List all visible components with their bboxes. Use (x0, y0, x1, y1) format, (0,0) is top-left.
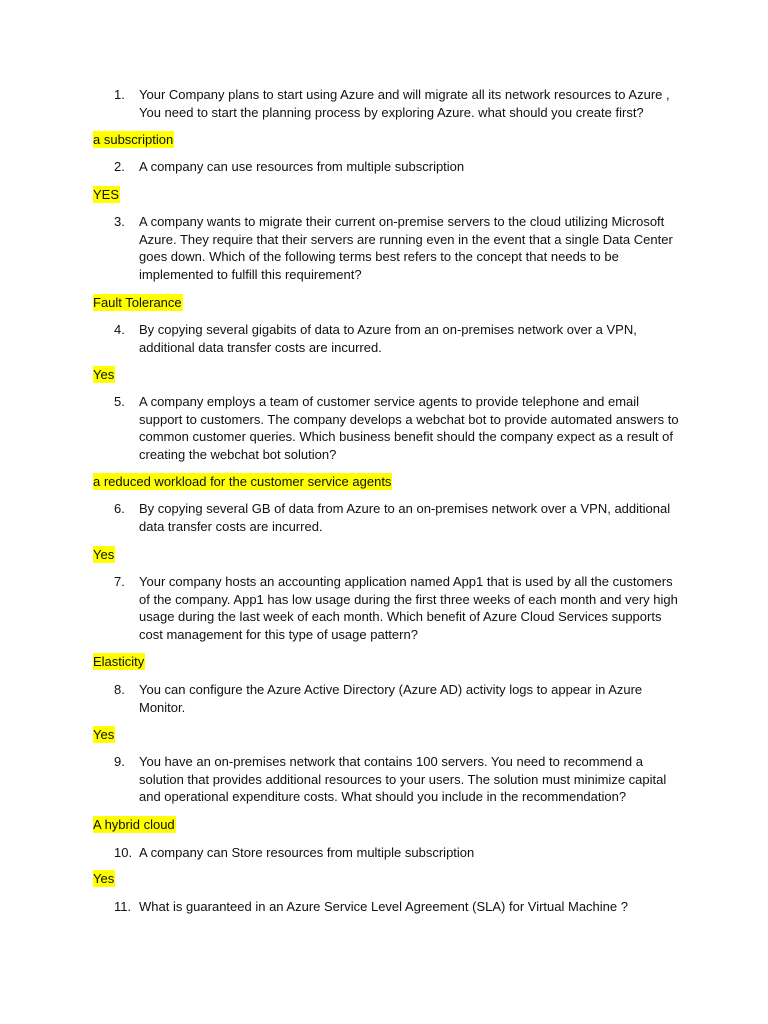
question-number: 10. (114, 845, 133, 860)
answer-highlight: YES (93, 187, 120, 202)
answer-highlight: a reduced workload for the customer service agents (93, 474, 392, 489)
question-item (114, 753, 680, 806)
answer-highlight: Yes (93, 871, 115, 886)
question-item (114, 158, 680, 176)
question-text: You have an on-premises network that contains 100 servers. You need to recommend a solution that provides additional resources to your users. The solution must minimize capital and operational expenditure costs. What should you include in the recommendation? (139, 754, 667, 805)
question-item (114, 86, 680, 121)
question-item (114, 393, 680, 463)
question-text: Your company hosts an accounting application named App1 that is used by all the customers of the company. App1 has low usage during the first three weeks of each month and very high usage during the last week of each month. Which benefit of Azure Cloud Services supports cost management for this type of usage pattern? (139, 574, 678, 642)
question-number: 2. (114, 159, 125, 174)
question-item (114, 898, 680, 916)
answer-highlight: a subscription (93, 132, 174, 147)
question-item (114, 213, 680, 283)
answer-highlight: Yes (93, 367, 115, 382)
question-item (114, 681, 680, 716)
question-number: 1. (114, 87, 125, 102)
answer-highlight: A hybrid cloud (93, 817, 175, 832)
question-item (114, 500, 680, 535)
question-text: By copying several gigabits of data to Azure from an on-premises network over a VPN, additional data transfer costs are incurred. (139, 322, 637, 355)
question-text: By copying several GB of data from Azure to an on-premises network over a VPN, additional data transfer costs are incurred. (139, 501, 671, 534)
question-text: Your Company plans to start using Azure and will migrate all its network resources to Azure , You need to start the planning process by exploring Azure. what should you create first? (139, 87, 670, 120)
question-text: What is guaranteed in an Azure Service Level Agreement (SLA) for Virtual Machine ? (139, 899, 628, 914)
answer-highlight: Yes (93, 727, 115, 742)
question-text: A company employs a team of customer service agents to provide telephone and email support to customers. The company develops a webchat bot to provide automated answers to common customer queries. Which business benefit should the company expect as a result of creating the webchat bot solution? (139, 394, 679, 462)
question-number: 7. (114, 574, 125, 589)
question-number: 8. (114, 682, 125, 697)
question-text: A company wants to migrate their current on-premise servers to the cloud utilizing Microsoft Azure. They require that their servers are running even in the event that a single Data Center goes down. Which of the following terms best refers to the concept that needs to be implemented to fulfill this requirement? (139, 214, 673, 282)
question-number: 6. (114, 501, 125, 516)
question-number: 9. (114, 754, 125, 769)
question-item (114, 321, 680, 356)
question-number: 4. (114, 322, 125, 337)
question-number: 11. (114, 899, 132, 914)
answer-highlight: Yes (93, 547, 115, 562)
question-text: You can configure the Azure Active Directory (Azure AD) activity logs to appear in Azure Monitor. (139, 682, 643, 715)
question-text: A company can Store resources from multiple subscription (139, 845, 475, 860)
question-text: A company can use resources from multiple subscription (139, 159, 465, 174)
answer-highlight: Fault Tolerance (93, 295, 182, 310)
answer-highlight: Elasticity (93, 654, 145, 669)
question-item (114, 844, 680, 862)
question-number: 5. (114, 394, 125, 409)
question-number: 3. (114, 214, 125, 229)
question-item (114, 573, 680, 643)
